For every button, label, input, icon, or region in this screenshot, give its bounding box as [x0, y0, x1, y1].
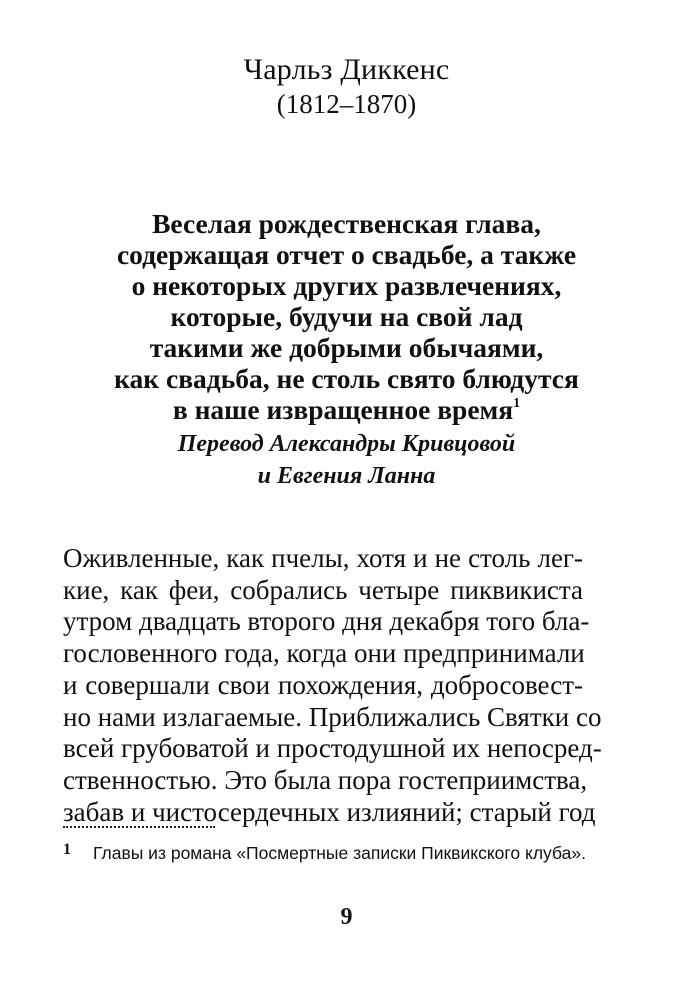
author-name: Чарльз Диккенс	[243, 53, 450, 86]
footnote-mark: 1	[63, 841, 71, 858]
footnote-text: Главы из романа «Посмертные записки Пиквикского клуба».	[93, 843, 586, 863]
body-line: всей грубоватой и простодушной их непосред-	[63, 733, 602, 764]
chapter-title-line: такими же добрыми обычаями,	[149, 332, 544, 363]
chapter-title-line-last	[0, 394, 693, 425]
author-years: (1812–1870)	[276, 89, 417, 119]
footnote	[63, 838, 603, 865]
body-line: ственностью. Это была пора гостеприимства,	[63, 764, 588, 795]
body-line: гословенного года, когда они предпринимали	[63, 638, 585, 669]
translator-credit	[0, 428, 693, 492]
chapter-title-line: Веселая рождественская глава,	[152, 208, 541, 239]
translator-line: и Евгения Ланна	[257, 463, 436, 489]
footnote-divider	[63, 826, 215, 828]
page-number: 9	[340, 904, 353, 930]
body-line: и совершали свои похождения, добросовест-	[63, 669, 583, 700]
chapter-title-line: о некоторых других развлечениях,	[131, 270, 562, 301]
chapter-title-line: которые, будучи на свой лад	[170, 301, 523, 332]
chapter-title-line: содержащая отчет о свадьбе, а также	[116, 239, 577, 270]
body-line: утром двадцать второго дня декабря того бла-	[63, 606, 590, 637]
body-line: но нами излагаемые. Приближались Святки со	[63, 701, 602, 732]
translator-line: Перевод Александры Кривцовой	[177, 431, 516, 457]
body-line: Оживленные, как пчелы, хотя и не столь лег-	[63, 543, 583, 573]
body-paragraph	[63, 543, 602, 828]
chapter-title-line: как свадьба, не столь свято блюдутся	[114, 363, 579, 394]
body-line: кие, как феи, собрались четыре пиквикиста	[63, 574, 583, 605]
chapter-title-line-text: в наше извращенное время	[172, 394, 514, 425]
chapter-title	[0, 208, 693, 425]
body-line: забав и чистосердечных излияний; старый год	[63, 796, 596, 827]
footnote-reference: 1	[513, 396, 521, 411]
